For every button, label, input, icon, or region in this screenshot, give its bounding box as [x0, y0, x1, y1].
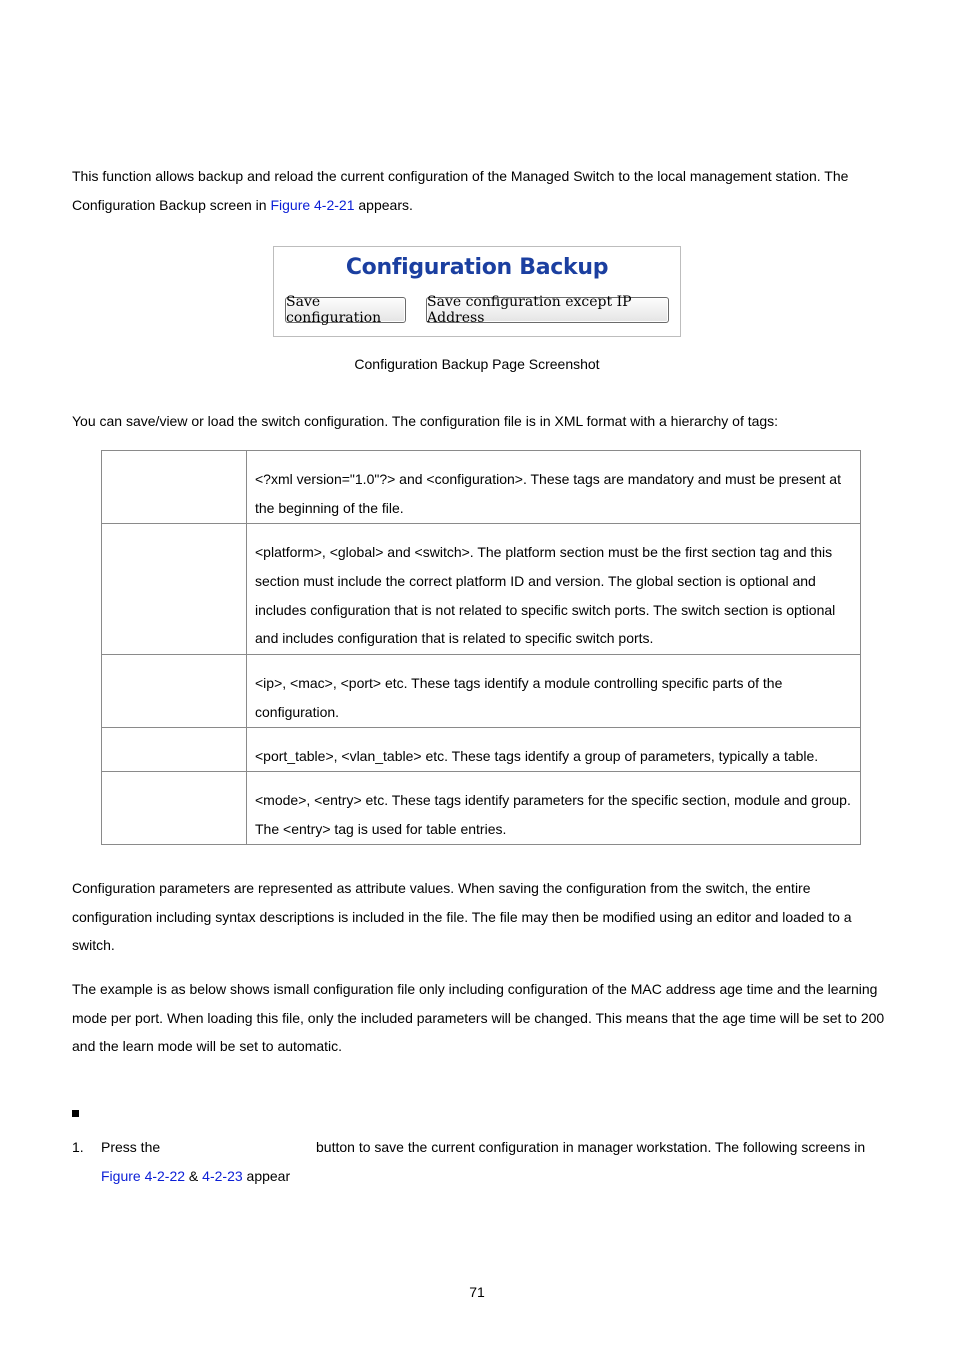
- step-1-press: Press the: [101, 1139, 161, 1155]
- figure-link-4-2-22[interactable]: Figure 4-2-22: [101, 1168, 186, 1184]
- step-1-tail: appear: [242, 1168, 291, 1184]
- intro-text: Configuration Backup screen in: [72, 196, 271, 213]
- figure-caption: Configuration Backup Page Screenshot: [354, 356, 600, 372]
- table-row: [102, 655, 861, 728]
- table-value-cell: <mode>, <entry> etc. These tags identify parameters for the specific section, module and group. The <entry> tag is used for table entries.: [247, 772, 861, 845]
- page-number: 71: [469, 1284, 485, 1300]
- paragraph-example: The example is as below shows ismall configuration file only including configuration of the MAC address age time and the learning mode per port. When loading this file, only the included parameters will be changed. This means that the age time will be set to 200 and the learn mode will be set to automatic.: [72, 981, 885, 1055]
- save-configuration-except-ip-button[interactable]: Save configuration except IP Address: [426, 297, 669, 323]
- ampersand: &: [185, 1168, 203, 1184]
- intro-line-2: [72, 191, 887, 220]
- step-1-text: button to save the current configuration in manager workstation. The following screens in: [316, 1139, 866, 1155]
- table-key-cell: [102, 524, 247, 655]
- table-value-cell: <?xml version="1.0"?> and <configuration>. These tags are mandatory and must be present at the beginning of the file.: [247, 451, 861, 524]
- table-row: [102, 451, 861, 524]
- table-row: [102, 728, 861, 772]
- figure-link-4-2-23[interactable]: 4-2-23: [202, 1168, 243, 1184]
- intro-paragraph: [72, 162, 887, 219]
- paragraph-config-parameters: Configuration parameters are represented as attribute values. When saving the configuration from the switch, the entire configuration including syntax descriptions is included in the file. The file may then be modified using an editor and loaded to a switch.: [72, 880, 852, 954]
- table-value-cell: <port_table>, <vlan_table> etc. These tags identify a group of parameters, typically a table.: [247, 728, 861, 772]
- step-1-line-2: [101, 1162, 290, 1191]
- xml-tag-table: [101, 450, 861, 845]
- table-row: [102, 772, 861, 845]
- intro-text-end: appears.: [354, 196, 413, 213]
- table-key-cell: [102, 655, 247, 728]
- save-configuration-button[interactable]: Save configuration: [285, 297, 406, 323]
- table-value-cell: <platform>, <global> and <switch>. The platform section must be the first section tag and this section must include the correct platform ID and version. The global section is optional and includes configuration that is not related to specific switch ports. The switch section is optional and includes configuration that is related to specific switch ports.: [247, 524, 861, 655]
- table-row: [102, 524, 861, 655]
- intro-line-1: This function allows backup and reload the current configuration of the Managed Switch to the local management station. The: [72, 168, 849, 184]
- table-key-cell: [102, 772, 247, 845]
- figure-title: Configuration Backup: [345, 255, 609, 280]
- bullet-square-icon: [72, 1110, 79, 1117]
- table-value-cell: <ip>, <mac>, <port> etc. These tags identify a module controlling specific parts of the configuration.: [247, 655, 861, 728]
- table-key-cell: [102, 728, 247, 772]
- table-key-cell: [102, 451, 247, 524]
- configuration-backup-figure: [273, 246, 681, 337]
- step-1-number: 1.: [72, 1139, 84, 1155]
- table-intro: You can save/view or load the switch configuration. The configuration file is in XML format with a hierarchy of tags:: [72, 413, 779, 429]
- figure-link-4-2-21[interactable]: Figure 4-2-21: [270, 196, 355, 213]
